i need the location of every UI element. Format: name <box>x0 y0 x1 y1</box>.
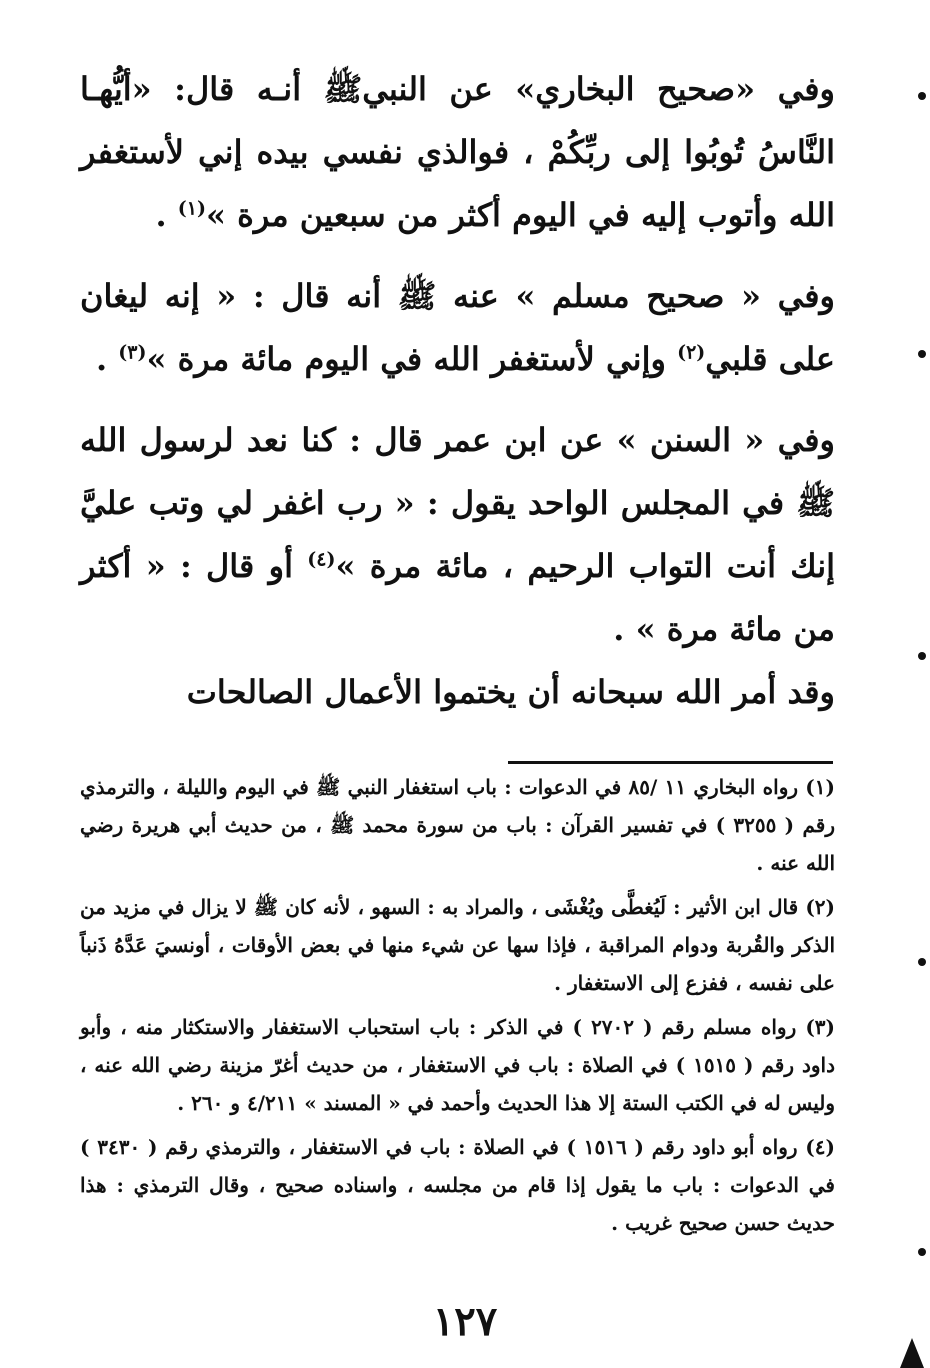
paragraph-text: وفي « السنن » عن ابن عمر قال : كنا نعد لرسول الله ﷺ في المجلس الواحد يقول : « رب اغفر لي وتب عليَّ إنك أنت التواب الرحيم ، مائة مرة » <box>80 421 835 585</box>
corner-mark <box>900 1338 924 1368</box>
paragraph-tail: . <box>155 196 178 234</box>
footnote-4: (٤) رواه أبو داود رقم ( ١٥١٦ ) في الصلاة : باب في الاستغفار ، والترمذي رقم ( ٣٤٣٠ ) في الدعوات : باب ما يقول إذا قام من مجلسه ، واسناده صحيح ، وقال الترمذي : هذا حديث حسن صحيح غريب . <box>80 1135 835 1235</box>
paragraph-text-2: وإني لأستغفر الله في اليوم مائة مرة » <box>146 340 678 378</box>
paragraph-text: وفي « صحيح مسلم » عنه ﷺ أنه قال : « إنه ليغان على قلبي <box>80 277 835 378</box>
footnotes <box>80 768 835 1248</box>
footnote-ref-1: (١) <box>177 197 206 220</box>
margin-dot <box>918 1248 926 1256</box>
footnote-separator <box>508 761 833 764</box>
margin-dot <box>918 350 926 358</box>
page-number: ١٢٧ <box>432 1298 498 1345</box>
footnote-ref-4: (٤) <box>307 548 336 571</box>
paragraph-muslim <box>80 265 835 391</box>
main-text <box>80 58 835 724</box>
paragraph-tail: . <box>96 340 119 378</box>
margin-dot <box>918 652 926 660</box>
paragraph-closing <box>80 661 835 724</box>
paragraph-text: وقد أمر الله سبحانه أن يختموا الأعمال الصالحات <box>186 673 835 711</box>
footnote-ref-2: (٢) <box>677 341 706 364</box>
footnote-1: (١) رواه البخاري ١١ /٨٥ في الدعوات : باب استغفار النبي ﷺ في اليوم والليلة ، والترمذي رقم ( ٣٢٥٥ ) في تفسير القرآن : باب من سورة محمد ﷺ ، من حديث أبي هريرة رضي الله عنه . <box>80 775 835 875</box>
margin-dot <box>918 958 926 966</box>
footnote-2: (٢) قال ابن الأثير : لَيُغطَّى ويُغْشَى ، والمراد به : السهو ، لأنه كان ﷺ لا يزال في مزيد من الذكر والقُربة ودوام المراقبة ، فإذا سها عن شيء منها في بعض الأوقات ، أونسيَ عَدَّهُ ذَنباً على نفسه ، ففزع إلى الاستغفار . <box>80 895 836 995</box>
margin-dot <box>918 92 926 100</box>
footnote-ref-3: (٣) <box>118 341 147 364</box>
paragraph-bukhari <box>80 58 835 247</box>
paragraph-text-2: أو قال : « أكثر من مائة مرة » . <box>80 547 835 648</box>
footnote-3: (٣) رواه مسلم رقم ( ٢٧٠٢ ) في الذكر : باب استحباب الاستغفار والاستكثار منه ، وأبو داود رقم ( ١٥١٥ ) في الصلاة : باب في الاستغفار ، من حديث أغرّ مزينة رضي الله عنه ، وليس له في الكتب الستة إلا هذا الحديث وأحمد في « المسند » ٤/٢١١ و ٢٦٠ . <box>80 1015 836 1115</box>
paragraph-sunan <box>80 409 835 661</box>
paragraph-text: وفي «صحيح البخاري» عن النبيﷺ أنـه قال: «أيُّهـا النَّاسُ تُوبُوا إلى ربِّكُمْ ، فوالذي نفسي بيده إني لأستغفر الله وأتوب إليه في اليوم أكثر من سبعين مرة » <box>80 70 835 234</box>
